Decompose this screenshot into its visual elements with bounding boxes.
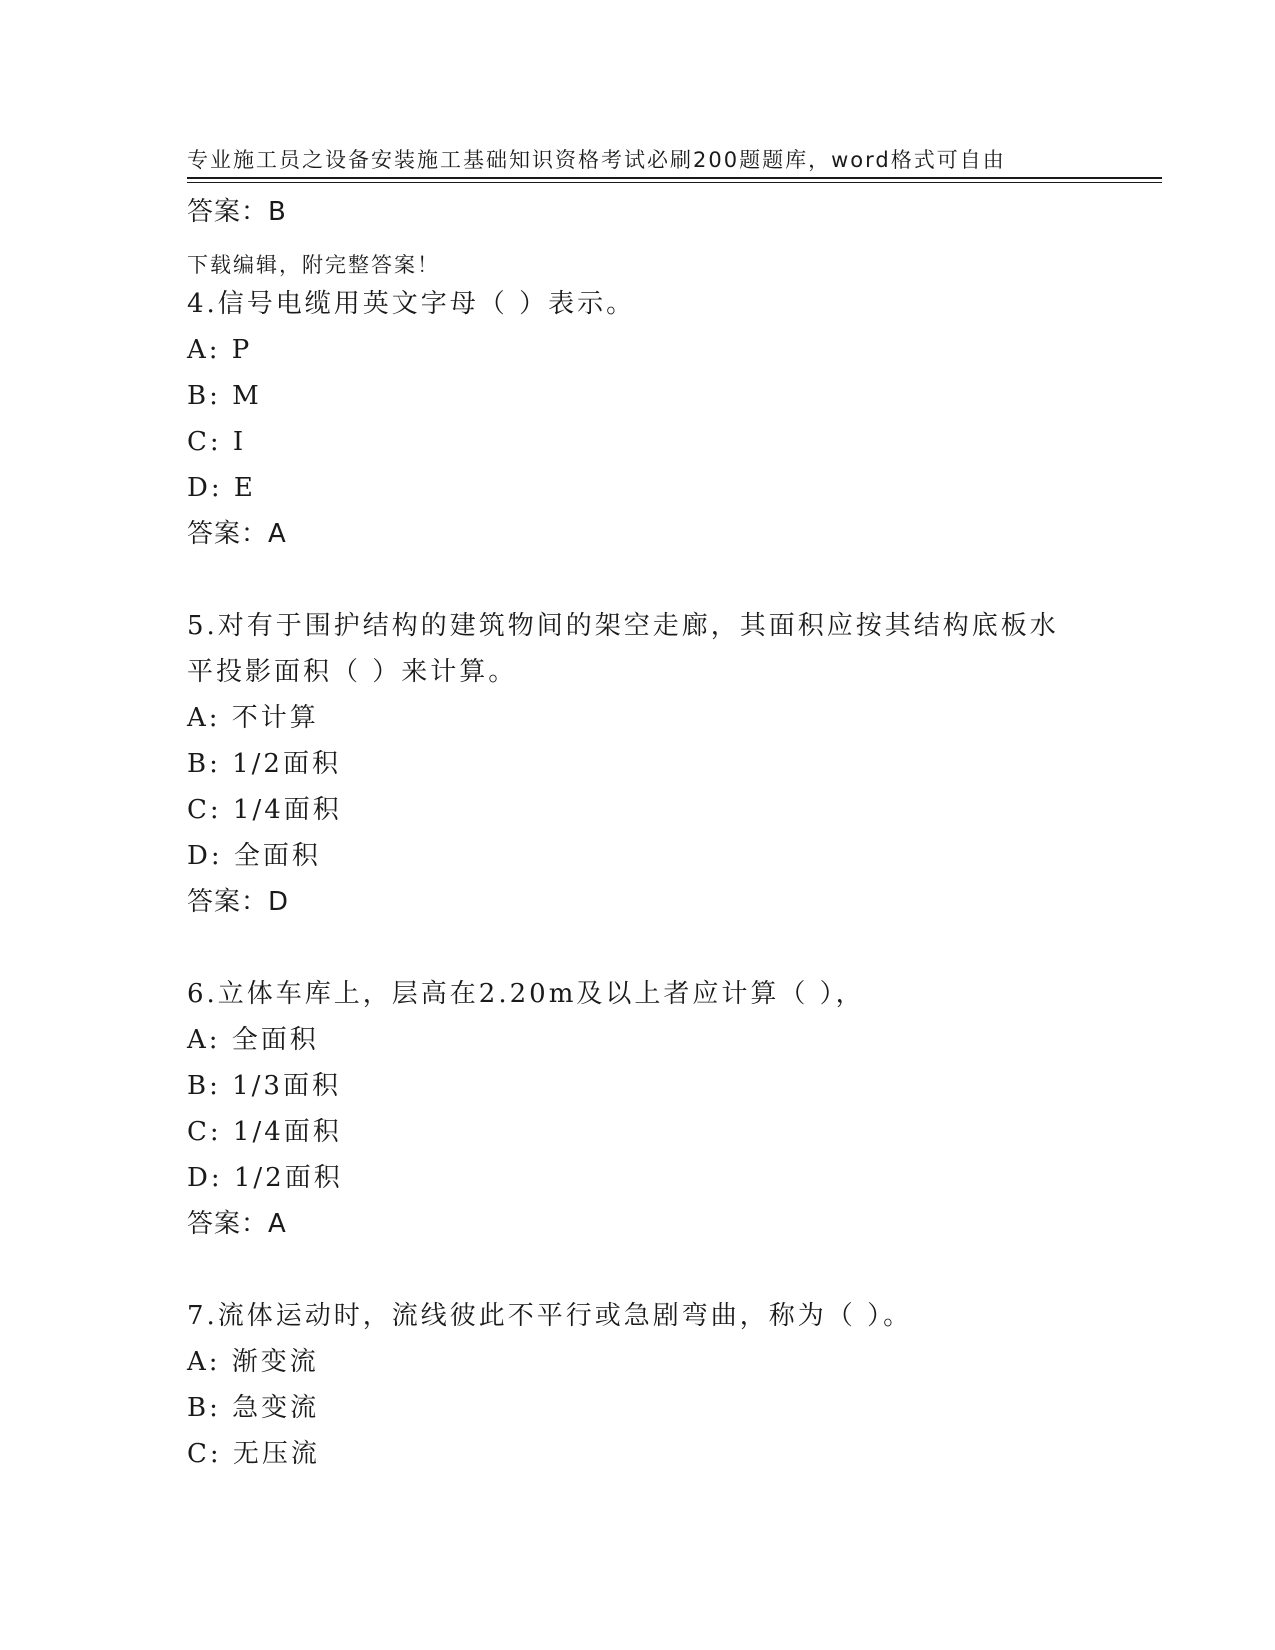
option-c: C: 无压流 xyxy=(187,1439,320,1469)
option-a: A: 全面积 xyxy=(187,1025,319,1055)
option-a: A: 渐变流 xyxy=(187,1347,319,1377)
question-7 xyxy=(187,1293,1077,1477)
option-c: C: 1/4面积 xyxy=(187,1117,342,1147)
question-6 xyxy=(187,971,1077,1247)
option-b: B: M xyxy=(187,381,262,411)
header-divider-thin xyxy=(187,182,1162,183)
question-stem: 7.流体运动时，流线彼此不平行或急剧弯曲，称为（ ）。 xyxy=(187,1301,913,1331)
option-d: D: 全面积 xyxy=(187,841,321,871)
option-d: D: 1/2面积 xyxy=(187,1163,343,1193)
option-b: B: 1/3面积 xyxy=(187,1071,341,1101)
answer-line: 答案：D xyxy=(187,887,290,917)
option-b: B: 急变流 xyxy=(187,1393,320,1423)
header-divider xyxy=(187,177,1162,179)
option-c: C: 1/4面积 xyxy=(187,795,342,825)
question-stem-line-1: 5.对有于围护结构的建筑物间的架空走廊，其面积应按其结构底板水 xyxy=(187,611,1059,641)
previous-answer: 答案：B xyxy=(187,197,287,227)
option-b: B: 1/2面积 xyxy=(187,749,341,779)
question-5 xyxy=(187,603,1077,925)
question-4 xyxy=(187,281,1077,557)
option-a: A: P xyxy=(187,335,253,365)
option-d: D: E xyxy=(187,473,256,503)
question-list xyxy=(187,189,1077,1477)
question-stem: 6.立体车库上，层高在2.20m及以上者应计算（ ）， xyxy=(187,979,865,1009)
header-line-2: 下载编辑，附完整答案！ xyxy=(187,253,440,277)
header-line-1: 专业施工员之设备安装施工基础知识资格考试必刷200题题库，word格式可自由 xyxy=(187,148,1006,172)
answer-line: 答案：A xyxy=(187,1209,287,1239)
question-stem: 4.信号电缆用英文字母（ ）表示。 xyxy=(187,289,636,319)
option-c: C: I xyxy=(187,427,247,457)
option-a: A: 不计算 xyxy=(187,703,319,733)
question-stem-line-2: 平投影面积（ ）来计算。 xyxy=(187,657,518,687)
answer-line: 答案：A xyxy=(187,519,287,549)
